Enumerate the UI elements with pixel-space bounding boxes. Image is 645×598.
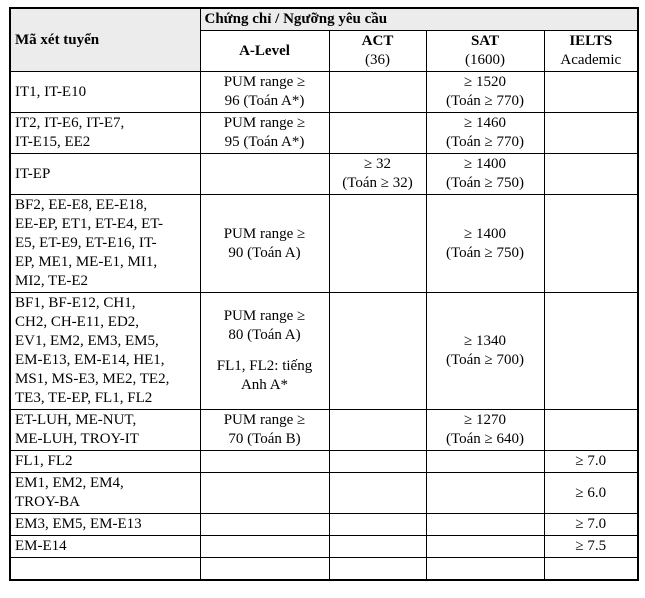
header-act [329,31,426,72]
alevel-line: 90 (Toán A) [228,244,301,261]
cell-alevel [200,195,329,293]
cell-act [329,558,426,581]
header-group: Chứng chỉ / Ngưỡng yêu cầu [200,8,638,31]
table-row [10,451,638,473]
sat-line: ≥ 1340 [464,333,506,349]
cell-sat [426,113,544,154]
table-row [10,514,638,536]
cell-ielts [544,72,638,113]
cell-code [10,558,200,581]
sat-line: (Toán ≥ 750) [446,244,524,261]
alevel-line: PUM range ≥ [223,115,306,131]
header-row-1 [10,8,638,31]
cell-alevel [200,154,329,195]
code-line: BF2, EE-E8, EE-E18, [15,197,148,213]
cell-code: FL1, FL2 [10,451,200,473]
cell-alevel [200,113,329,154]
header-code: Mã xét tuyển [10,8,200,72]
cell-ielts: ≥ 6.0 [544,473,638,514]
cell-code: IT1, IT-E10 [10,72,200,113]
cell-act [329,514,426,536]
code-line: EM1, EM2, EM4, [15,475,124,491]
cell-alevel [200,72,329,113]
code-line: MS1, MS-E3, ME2, TE2, [15,371,170,387]
cell-sat [426,558,544,581]
cell-sat [426,195,544,293]
cell-ielts: ≥ 7.0 [544,514,638,536]
table-row [10,473,638,514]
header-sat-sub: (1600) [465,52,505,68]
cell-sat [426,451,544,473]
code-line: EP, ME1, ME-E1, MI1, [15,254,158,270]
cell-sat [426,410,544,451]
cell-ielts [544,195,638,293]
alevel-line: PUM range ≥ [223,74,306,90]
cell-act [329,410,426,451]
table-row [10,293,638,410]
alevel-line: 96 (Toán A*) [224,93,305,109]
cell-code: IT-EP [10,154,200,195]
act-line: (Toán ≥ 32) [342,175,413,191]
cell-sat [426,536,544,558]
cell-ielts: ≥ 7.5 [544,536,638,558]
code-line: EV1, EM2, EM3, EM5, [15,333,159,349]
alevel-spacer [205,345,325,357]
alevel-line: Anh A* [240,377,289,393]
cell-sat [426,293,544,410]
sat-line: (Toán ≥ 640) [446,431,524,447]
sat-line: (Toán ≥ 770) [446,134,524,150]
cell-act [329,536,426,558]
table-row-empty [10,558,638,581]
cell-code: EM3, EM5, EM-E13 [10,514,200,536]
sat-line: (Toán ≥ 750) [446,175,524,191]
header-act-title: ACT [361,33,394,49]
cell-act [329,154,426,195]
code-line: CH2, CH-E11, ED2, [15,314,140,330]
cell-code [10,195,200,293]
alevel-line: PUM range ≥ [223,225,306,242]
alevel-line: 70 (Toán B) [228,431,301,447]
cell-alevel [200,473,329,514]
cell-ielts: ≥ 7.0 [544,451,638,473]
cell-sat [426,514,544,536]
cell-act [329,293,426,410]
cell-sat [426,473,544,514]
cell-ielts [544,410,638,451]
cell-act [329,473,426,514]
header-sat-title: SAT [470,33,500,49]
header-alevel: A-Level [200,31,329,72]
cell-act [329,451,426,473]
sat-line: ≥ 1460 [464,115,506,131]
cell-ielts [544,154,638,195]
code-line: EE-EP, ET1, ET-E4, ET- [15,216,164,232]
cell-act [329,72,426,113]
table-row [10,154,638,195]
code-line: ET-LUH, ME-NUT, [15,412,137,428]
cell-act [329,195,426,293]
code-line: BF1, BF-E12, CH1, [15,295,136,311]
cell-ielts [544,293,638,410]
header-act-sub: (36) [365,52,390,68]
table-row [10,72,638,113]
cell-code [10,473,200,514]
sat-line: ≥ 1400 [464,156,506,172]
code-line: ME-LUH, TROY-IT [15,431,139,447]
sat-line: (Toán ≥ 770) [446,93,524,109]
sat-line: (Toán ≥ 700) [446,352,524,368]
cell-code [10,113,200,154]
header-ielts [544,31,638,72]
header-ielts-sub: Academic [560,52,622,68]
code-line: E5, ET-E9, ET-E16, IT- [15,235,157,251]
cell-code: EM-E14 [10,536,200,558]
cell-code [10,293,200,410]
code-line: TROY-BA [15,494,81,510]
table-row [10,536,638,558]
cell-alevel [200,514,329,536]
alevel-line: PUM range ≥ [223,308,306,324]
cell-sat [426,154,544,195]
sat-line: ≥ 1520 [464,74,506,90]
table-row [10,195,638,293]
table-row [10,410,638,451]
cell-alevel [200,410,329,451]
cell-ielts [544,558,638,581]
table-row [10,113,638,154]
act-line: ≥ 32 [364,156,391,172]
code-line: TE3, TE-EP, FL1, FL2 [15,390,153,406]
alevel-line: FL1, FL2: tiếng [216,358,313,374]
code-line: EM-E13, EM-E14, HE1, [15,352,165,368]
cell-alevel [200,293,329,410]
cell-ielts [544,113,638,154]
cell-act [329,113,426,154]
sat-line: ≥ 1270 [464,412,506,428]
requirements-table-wrapper [9,7,639,581]
header-sat [426,31,544,72]
code-line: IT-E15, EE2 [15,134,91,150]
sat-line: ≥ 1400 [464,225,506,242]
alevel-line: PUM range ≥ [223,412,306,428]
cell-sat [426,72,544,113]
alevel-line: 80 (Toán A) [228,327,301,343]
code-line: MI2, TE-E2 [15,273,89,289]
code-line: IT2, IT-E6, IT-E7, [15,115,125,131]
cell-code [10,410,200,451]
requirements-table [9,7,639,581]
cell-alevel [200,536,329,558]
cell-alevel [200,451,329,473]
header-ielts-title: IELTS [569,33,613,49]
cell-alevel [200,558,329,581]
alevel-line: 95 (Toán A*) [224,134,305,150]
